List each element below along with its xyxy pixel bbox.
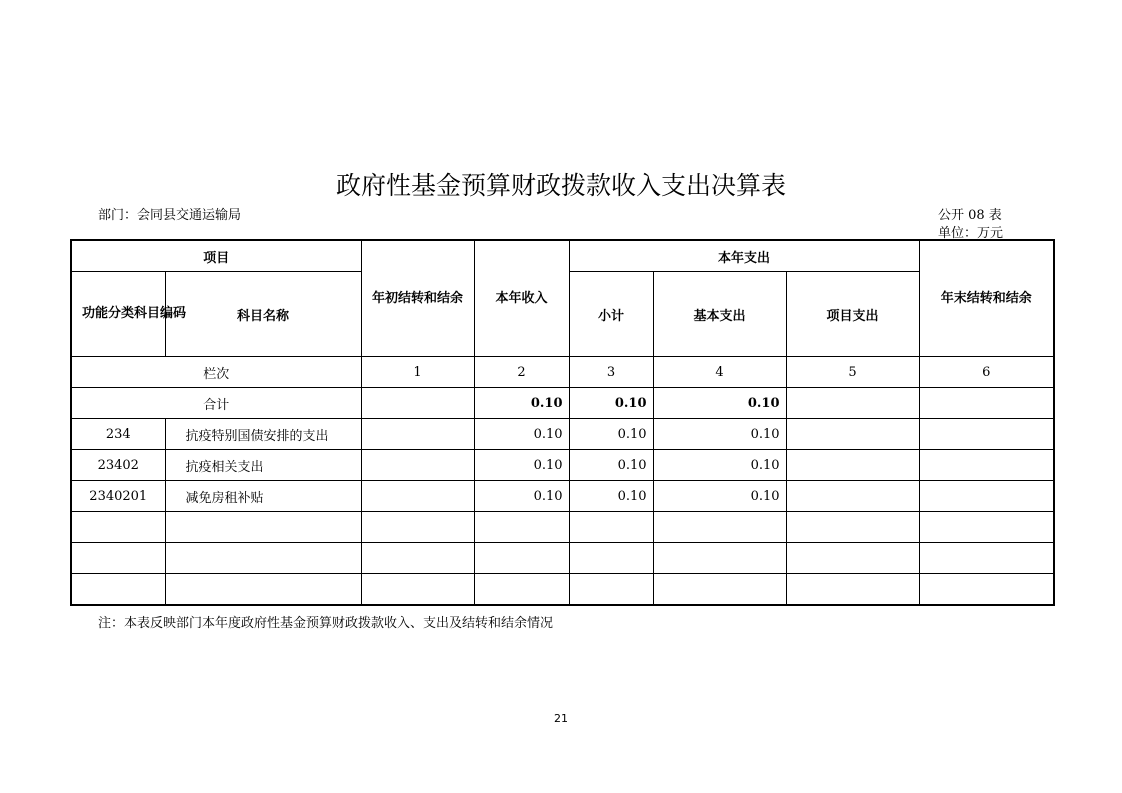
row-subtotal	[569, 512, 653, 543]
header-subtotal: 小计	[569, 272, 653, 357]
header-row-1	[71, 240, 1054, 272]
row-subtotal	[569, 543, 653, 574]
footnote: 注：本表反映部门本年度政府性基金预算财政拨款收入、支出及结转和结余情况	[98, 616, 554, 631]
row-name	[165, 543, 361, 574]
row-project	[786, 419, 919, 450]
row-opening	[361, 574, 474, 606]
header-closing-balance: 年末结转和结余	[919, 240, 1054, 357]
page-number: 21	[554, 712, 568, 725]
row-name	[165, 574, 361, 606]
row-subtotal: 0.10	[569, 450, 653, 481]
table-row	[71, 481, 1054, 512]
row-income: 0.10	[474, 481, 569, 512]
header-func-code: 功能分类科目编码	[71, 272, 165, 357]
department-label: 部门：会同县交通运输局	[98, 208, 242, 223]
table-row	[71, 419, 1054, 450]
row-income	[474, 543, 569, 574]
row-name: 抗疫相关支出	[165, 450, 361, 481]
row-closing	[919, 450, 1054, 481]
row-subtotal: 0.10	[569, 419, 653, 450]
table-row	[71, 574, 1054, 606]
row-project	[786, 574, 919, 606]
column-number: 5	[786, 357, 919, 388]
row-name	[165, 512, 361, 543]
row-basic	[653, 574, 786, 606]
total-project	[786, 388, 919, 419]
table-row	[71, 450, 1054, 481]
column-number: 3	[569, 357, 653, 388]
column-number: 2	[474, 357, 569, 388]
header-basic-expense: 基本支出	[653, 272, 786, 357]
row-basic	[653, 543, 786, 574]
row-closing	[919, 419, 1054, 450]
total-basic: 0.10	[653, 388, 786, 419]
row-opening	[361, 543, 474, 574]
unit-label: 单位：万元	[938, 226, 1004, 241]
header-opening-balance: 年初结转和结余	[361, 240, 474, 357]
fund-budget-table	[70, 239, 1055, 606]
row-code: 2340201	[71, 481, 165, 512]
column-number-row	[71, 357, 1054, 388]
row-opening	[361, 450, 474, 481]
row-project	[786, 512, 919, 543]
row-name: 减免房租补贴	[165, 481, 361, 512]
row-code	[71, 512, 165, 543]
row-income: 0.10	[474, 450, 569, 481]
total-closing	[919, 388, 1054, 419]
row-closing	[919, 543, 1054, 574]
row-project	[786, 481, 919, 512]
row-basic: 0.10	[653, 450, 786, 481]
row-closing	[919, 481, 1054, 512]
row-closing	[919, 574, 1054, 606]
row-opening	[361, 419, 474, 450]
column-number: 4	[653, 357, 786, 388]
table-code: 公开 08 表	[938, 208, 1002, 223]
header-project: 项目	[71, 240, 361, 272]
row-project	[786, 543, 919, 574]
row-income	[474, 512, 569, 543]
total-label: 合计	[71, 388, 361, 419]
table-row	[71, 512, 1054, 543]
row-opening	[361, 481, 474, 512]
row-code	[71, 574, 165, 606]
row-opening	[361, 512, 474, 543]
total-opening	[361, 388, 474, 419]
row-code: 23402	[71, 450, 165, 481]
page-title: 政府性基金预算财政拨款收入支出决算表	[335, 171, 786, 200]
row-code: 234	[71, 419, 165, 450]
row-subtotal	[569, 574, 653, 606]
row-income: 0.10	[474, 419, 569, 450]
column-number: 1	[361, 357, 474, 388]
row-subtotal: 0.10	[569, 481, 653, 512]
total-income: 0.10	[474, 388, 569, 419]
header-subject-name: 科目名称	[165, 272, 361, 357]
total-subtotal: 0.10	[569, 388, 653, 419]
header-current-income: 本年收入	[474, 240, 569, 357]
row-income	[474, 574, 569, 606]
column-number: 6	[919, 357, 1054, 388]
row-closing	[919, 512, 1054, 543]
table-row	[71, 543, 1054, 574]
column-number-label: 栏次	[71, 357, 361, 388]
row-code	[71, 543, 165, 574]
row-basic: 0.10	[653, 419, 786, 450]
row-project	[786, 450, 919, 481]
header-project-expense: 项目支出	[786, 272, 919, 357]
total-row	[71, 388, 1054, 419]
row-name: 抗疫特别国债安排的支出	[165, 419, 361, 450]
row-basic	[653, 512, 786, 543]
row-basic: 0.10	[653, 481, 786, 512]
header-current-expense: 本年支出	[569, 240, 919, 272]
